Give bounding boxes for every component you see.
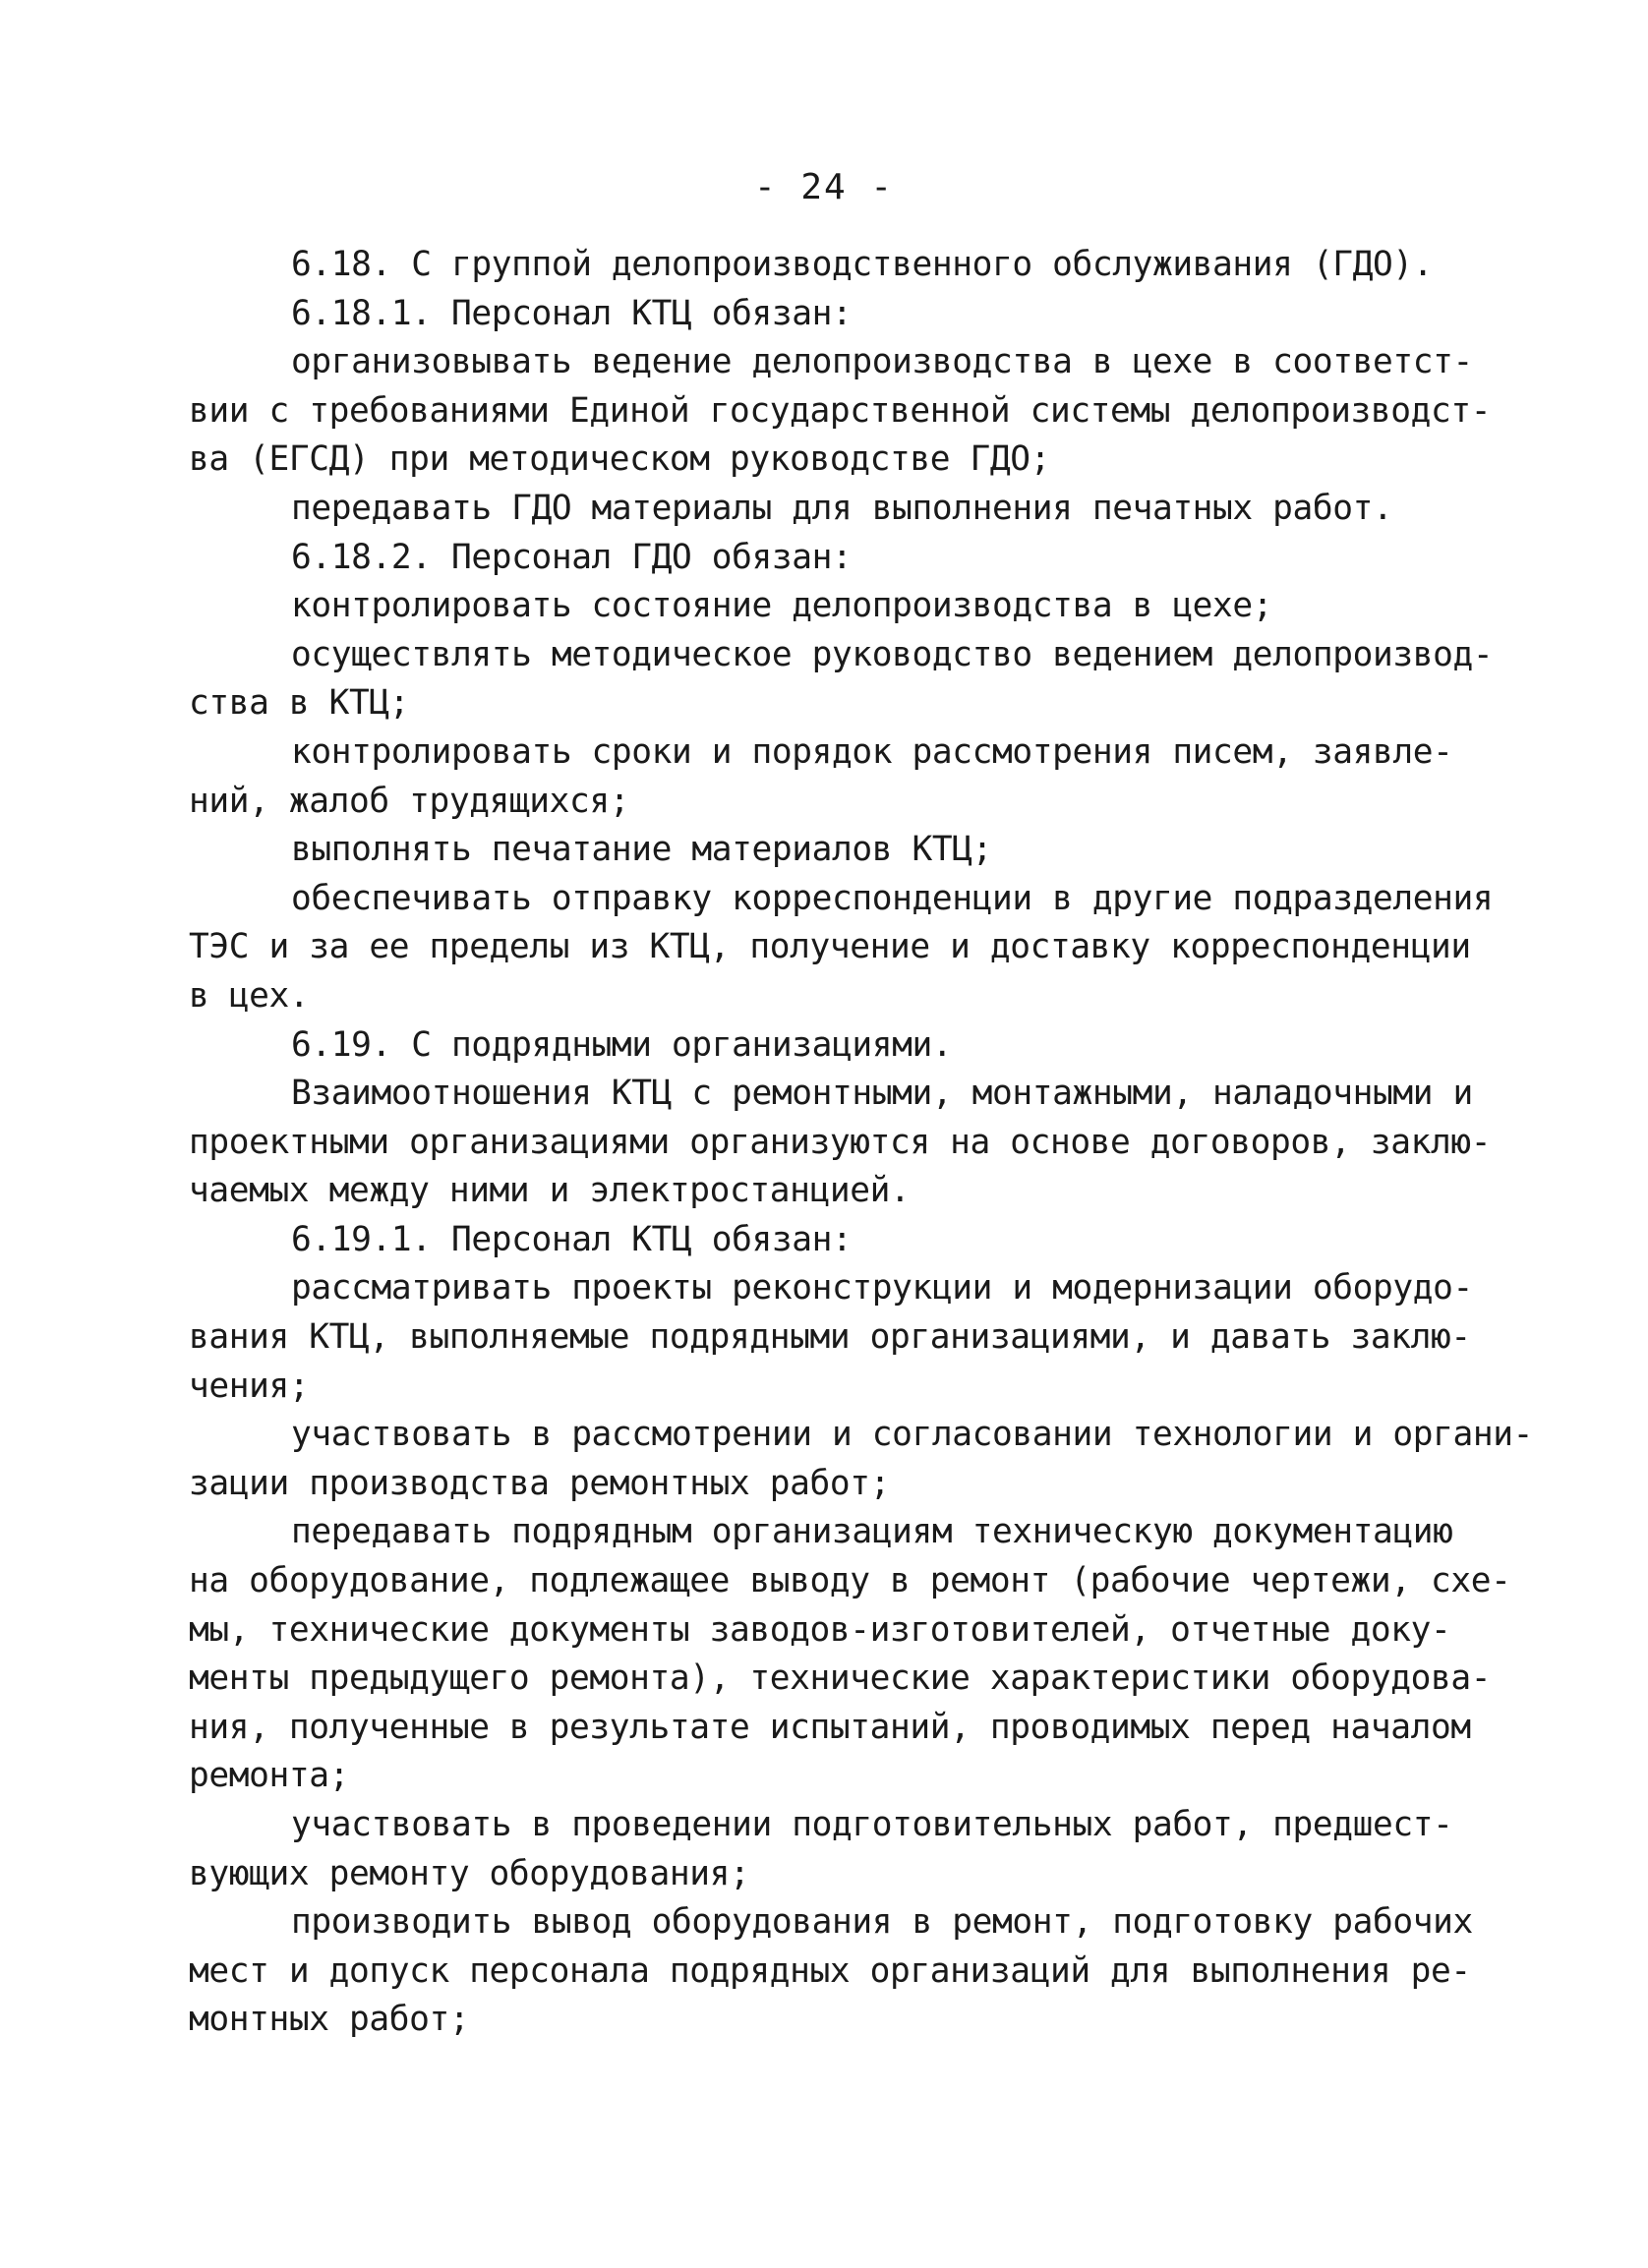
paragraph-line: в цех.	[189, 975, 310, 1016]
paragraph-line: ния, полученные в результате испытаний, проводимых перед началом	[189, 1707, 1471, 1747]
paragraph-line: контролировать сроки и порядок рассмотрения писем, заявле-	[291, 731, 1453, 772]
paragraph-line: мест и допуск персонала подрядных организаций для выполнения ре-	[189, 1950, 1471, 1991]
paragraph-line: выполнять печатание материалов КТЦ;	[291, 830, 992, 870]
paragraph-line: на оборудование, подлежащее выводу в ремонт (рабочие чертежи, схе-	[189, 1561, 1511, 1601]
section-heading-6-18: 6.18. С группой делопроизводственного обслуживания (ГДО).	[291, 245, 1434, 284]
paragraph-line: производить вывод оборудования в ремонт, подготовку рабочих	[291, 1902, 1473, 1943]
paragraph-line: передавать ГДО материалы для выполнения печатных работ.	[291, 488, 1393, 528]
subsection-heading-6-18-1: 6.18.1. Персонал КТЦ обязан:	[291, 293, 853, 333]
document-body	[189, 241, 1533, 2045]
paragraph-line: вующих ремонту оборудования;	[189, 1853, 750, 1893]
paragraph-line: ТЭС и за ее пределы из КТЦ, получение и доставку корреспонденции	[189, 927, 1471, 967]
subsection-heading-6-19-1: 6.19.1. Персонал КТЦ обязан:	[291, 1219, 853, 1259]
paragraph-line: вания КТЦ, выполняемые подрядными организациями, и давать заклю-	[189, 1317, 1471, 1358]
page-number: - 24 -	[753, 167, 895, 207]
section-heading-6-19: 6.19. С подрядными организациями.	[291, 1024, 953, 1065]
paragraph-line: обеспечивать отправку корреспонденции в другие подразделения	[291, 878, 1494, 918]
paragraph-line: контролировать состояние делопроизводства в цехе;	[291, 586, 1273, 626]
paragraph-line: менты предыдущего ремонта), технические характеристики оборудова-	[189, 1658, 1492, 1699]
subsection-heading-6-18-2: 6.18.2. Персонал ГДО обязан:	[291, 537, 853, 577]
paragraph-line: Взаимоотношения КТЦ с ремонтными, монтажными, наладочными и	[291, 1074, 1473, 1114]
paragraph-line: рассматривать проекты реконструкции и модернизации оборудо-	[291, 1268, 1473, 1308]
paragraph-line: ремонта;	[189, 1756, 349, 1796]
paragraph-line: мы, технические документы заводов-изготовителей, отчетные доку-	[189, 1609, 1451, 1650]
paragraph-line: вии с требованиями Единой государственной системы делопроизводст-	[189, 390, 1492, 431]
paragraph-line: проектными организациями организуются на основе договоров, заклю-	[189, 1122, 1492, 1162]
paragraph-line: ва (ЕГСД) при методическом руководстве ГДО;	[189, 439, 1050, 480]
paragraph-line: осуществлять методическое руководство ведением делопроизвод-	[291, 634, 1494, 674]
paragraph-line: чения;	[189, 1366, 310, 1406]
paragraph-line: передавать подрядным организациям техническую документацию	[291, 1512, 1453, 1552]
paragraph-line: организовывать ведение делопроизводства в цехе в соответст-	[291, 342, 1473, 382]
paragraph-line: участвовать в рассмотрении и согласовании технологии и органи-	[291, 1415, 1533, 1455]
paragraph-line: участвовать в проведении подготовительных работ, предшест-	[291, 1805, 1453, 1844]
paragraph-line: зации производства ремонтных работ;	[189, 1463, 890, 1503]
paragraph-line: ства в КТЦ;	[189, 683, 410, 724]
paragraph-line: чаемых между ними и электростанцией.	[189, 1171, 911, 1211]
paragraph-line: ний, жалоб трудящихся;	[189, 781, 630, 821]
paragraph-line: монтных работ;	[189, 2000, 470, 2040]
